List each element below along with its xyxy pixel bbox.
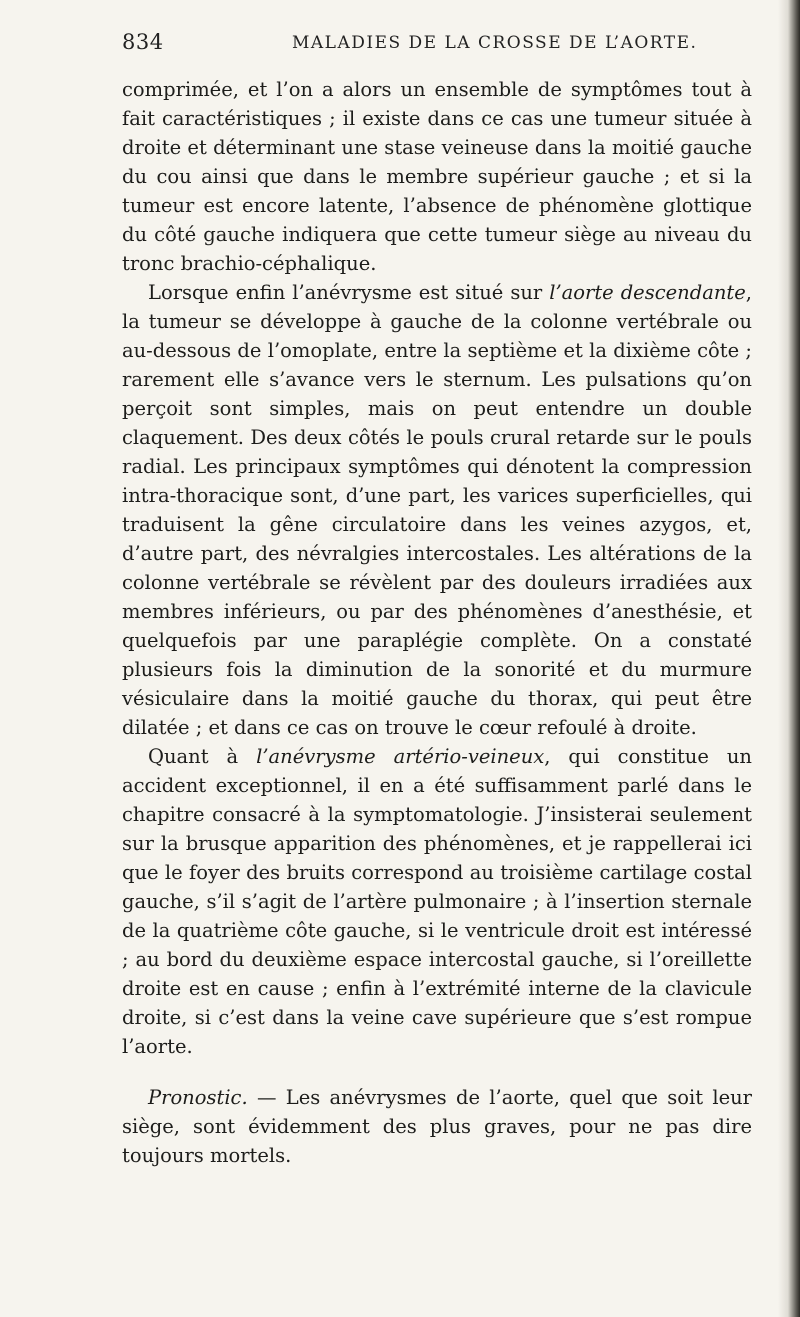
paragraph-text: Lorsque enfin l’anévrysme est situé sur	[148, 281, 550, 304]
page-header	[122, 30, 752, 62]
paragraph-aorte-descendante	[122, 278, 752, 742]
paragraph-text: , la tumeur se développe à gauche de la colonne vertébrale ou au-dessous de l’omoplate, entre la septième et la dixième côte ; rarement elle s’avance vers le sternum. Les pulsations qu’on perçoit sont simples, mais on peut entendre un double claquement. Des deux côtés le pouls crural retarde sur le pouls radial. Les principaux symptômes qui dénotent la compression intra-thoracique sont, d’une part, les varices superficielles, qui traduisent la gêne circulatoire dans les veines azygos, et, d’autre part, des névralgies intercostales. Les altérations de la colonne vertébrale se révèlent par des douleurs irradiées aux membres inférieurs, ou par des phénomènes d’anesthésie, et quelquefois par une paraplégie complète. On a constaté plusieurs fois la diminution de la sonorité et du murmure vésiculaire dans la moitié gauche du thorax, qui peut être dilatée ; et dans ce cas on trouve le cœur refoulé à droite.	[122, 281, 752, 739]
page-number: 834	[122, 30, 164, 54]
italic-term: l’aorte descendante	[549, 281, 746, 304]
paragraph-continuation: comprimée, et l’on a alors un ensemble de symptômes tout à fait caractéristiques ; il existe dans ce cas une tumeur située à droite et déterminant une stase veineuse dans la moitié gauche du cou ainsi que dans le membre supérieur gauche ; et si la tumeur est encore latente, l’absence de phénomène glottique du côté gauche indiquera que cette tumeur siège au niveau du tronc brachio-céphalique.	[122, 78, 752, 275]
italic-term: l’anévrysme artério-veineux	[256, 745, 545, 768]
body-text	[122, 75, 752, 1170]
page-edge-shadow	[778, 0, 800, 1317]
running-title: MALADIES DE LA CROSSE DE L’AORTE.	[292, 33, 698, 53]
paragraph-text: Quant à	[148, 745, 257, 768]
section-heading-pronostic: Pronostic.	[148, 1086, 248, 1109]
paragraph-arterio-veineux	[122, 742, 752, 1061]
paragraph-text: — Les anévrysmes de l’aorte, quel que soit leur siège, sont évidemment des plus graves, pour ne pas dire toujours mortels.	[122, 1086, 752, 1167]
paragraph-pronostic	[122, 1083, 752, 1170]
paragraph-text: , qui constitue un accident exceptionnel, il en a été suffisamment parlé dans le chapitre consacré à la symptomatologie. J’insisterai seulement sur la brusque apparition des phénomènes, et je rappellerai ici que le foyer des bruits correspond au troisième cartilage costal gauche, s’il s’agit de l’artère pulmonaire ; à l’insertion sternale de la quatrième côte gauche, si le ventricule droit est intéressé ; au bord du deuxième espace intercostal gauche, si l’oreillette droite est en cause ; enfin à l’extrémité interne de la clavicule droite, si c’est dans la veine cave supérieure que s’est rompue l’aorte.	[122, 745, 752, 1058]
